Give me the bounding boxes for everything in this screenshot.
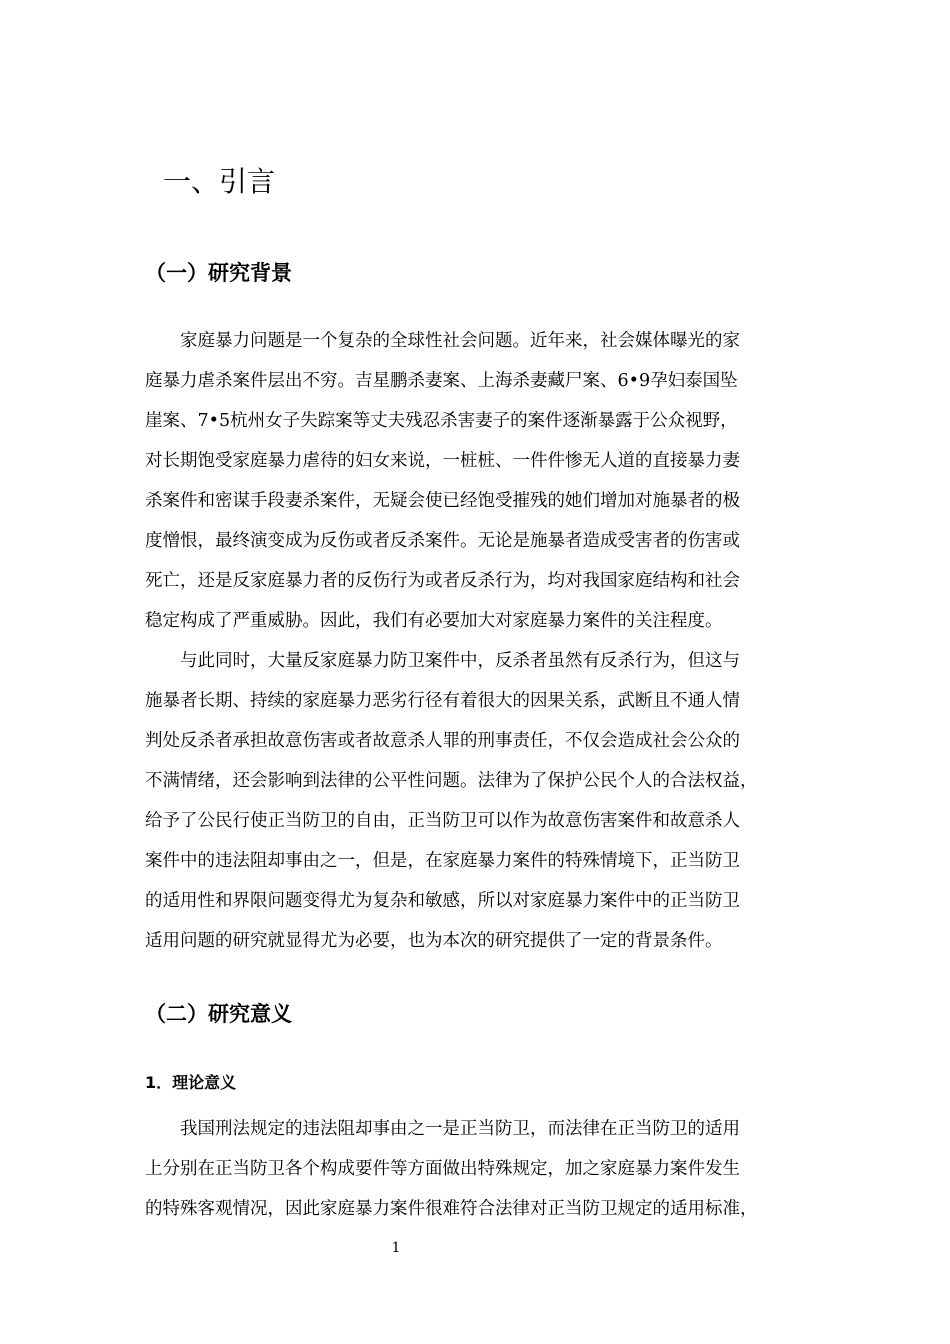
- text-line: 度憎恨，最终演变成为反伤或者反杀案件。无论是施暴者造成受害者的伤害或: [145, 531, 740, 551]
- page-number: 1: [391, 1240, 401, 1256]
- paragraph-background-1: [145, 321, 810, 641]
- text-line: 适用问题的研究就显得尤为必要，也为本次的研究提供了一定的背景条件。: [145, 931, 723, 951]
- text-line: 的特殊客观情况，因此家庭暴力案件很难符合法律对正当防卫规定的适用标准，: [145, 1199, 758, 1219]
- text-line: 稳定构成了严重威胁。因此，我们有必要加大对家庭暴力案件的关注程度。: [145, 611, 723, 631]
- text-line: 死亡，还是反家庭暴力者的反伤行为或者反杀行为，均对我国家庭结构和社会: [145, 571, 740, 591]
- text-line: 崖案、7•5杭州女子失踪案等丈夫残忍杀害妻子的案件逐渐暴露于公众视野，: [145, 411, 738, 431]
- text-line: 给予了公民行使正当防卫的自由，正当防卫可以作为故意伤害案件和故意杀人: [145, 811, 740, 831]
- section-heading-background: （一）研究背景: [145, 261, 292, 285]
- text-line: 上分别在正当防卫各个构成要件等方面做出特殊规定，加之家庭暴力案件发生: [145, 1159, 740, 1179]
- text-line: 家庭暴力问题是一个复杂的全球性社会问题。近年来，社会媒体曝光的家: [180, 331, 740, 351]
- text-line: 我国刑法规定的违法阻却事由之一是正当防卫，而法律在正当防卫的适用: [180, 1119, 740, 1139]
- text-line: 的适用性和界限问题变得尤为复杂和敏感，所以对家庭暴力案件中的正当防卫: [145, 891, 740, 911]
- text-line: 庭暴力虐杀案件层出不穷。吉星鹏杀妻案、上海杀妻藏尸案、6•9孕妇泰国坠: [145, 371, 738, 391]
- text-line: 判处反杀者承担故意伤害或者故意杀人罪的刑事责任，不仅会造成社会公众的: [145, 731, 740, 751]
- chapter-heading: 一、引言: [163, 165, 276, 198]
- section-heading-significance: （二）研究意义: [145, 1002, 292, 1026]
- paragraph-theoretical-1: [145, 1109, 810, 1229]
- paragraph-background-2: [145, 641, 810, 961]
- text-line: 与此同时，大量反家庭暴力防卫案件中，反杀者虽然有反杀行为，但这与: [180, 651, 740, 671]
- text-line: 对长期饱受家庭暴力虐待的妇女来说，一桩桩、一件件惨无人道的直接暴力妻: [145, 451, 740, 471]
- text-line: 杀案件和密谋手段妻杀案件，无疑会使已经饱受摧残的她们增加对施暴者的极: [145, 491, 740, 511]
- text-line: 案件中的违法阻却事由之一，但是，在家庭暴力案件的特殊情境下，正当防卫: [145, 851, 740, 871]
- text-line: 施暴者长期、持续的家庭暴力恶劣行径有着很大的因果关系，武断且不通人情: [145, 691, 740, 711]
- text-line: 不满情绪，还会影响到法律的公平性问题。法律为了保护公民个人的合法权益，: [145, 771, 758, 791]
- subheading-theoretical-significance: 1．理论意义: [145, 1073, 237, 1092]
